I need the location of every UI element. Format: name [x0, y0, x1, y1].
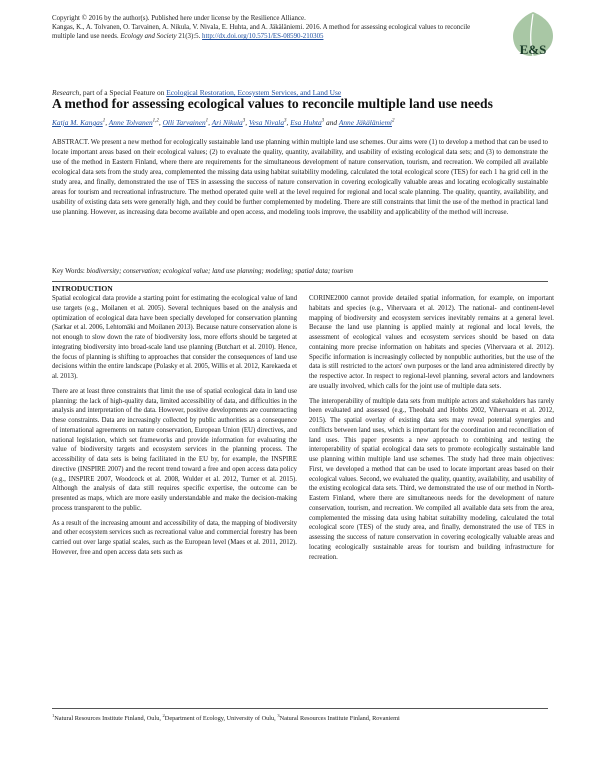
author-link[interactable]: Anne Jäkäläniemi [338, 118, 392, 127]
paragraph: CORINE2000 cannot provide detailed spatial information, for example, on important habitats and species (e.g., Vihervaara et al. 2012). The national- and continent-level mapping of biodiversity and ecosystem services inevitably remains at a general level. Because the land use planning is applied mainly at regional and local levels, the assessment of ecological values and ecosystem services should be based on data containing more precise information on habitats and species (Vihervaara et al. 2012). Specific information is increasingly collected by nonpublic authorities, but the use of the data is still restricted to the actors' own purposes or the land area administered directly by the respective actor. In respect to regional-level planning, several actors and landowners are usually involved, which calls for the joint use of multiple data sets. [309, 295, 554, 390]
citation-line [52, 23, 492, 41]
author-link[interactable]: Ari Nikula [211, 118, 243, 127]
paragraph: The interoperability of multiple data sets from multiple actors and stakeholders has rarely been evaluated and assessed (e.g., Theobald and Hobbs 2002, Vihervaara et al. 2012, 2015). The spatial overlay of existing data sets may reveal potential synergies and conflicts between land uses, which is important for the coordination and reconciliation of land uses. This paper presents a new approach to combining and testing the interoperability of spatial ecological data sets to promote ecologically sustainable land use planning within multiple land use schemes. The study had three main objectives: First, we developed a method that can be used to locate important areas based on their ecological values. Second, we evaluated the quality, quantity, availability, and usability of the existing ecological data sets. Third, we demonstrated the use of our method in North-Eastern Finland, where there are simultaneous needs for the development of nature conservation, tourism, and recreation. We compiled all available data sets from the area, complemented the missing data using habitat suitability modeling, calculated the total ecological score (TES) of the study area, and finally, demonstrated the use of TES in assessing the success of nature conservation in covering ecologically valuable areas and locating ecologically sustainable areas for tourism and building infrastructure for recreation. [309, 397, 554, 561]
author-separator: , [158, 118, 163, 127]
keywords-label: Key Words: [52, 268, 87, 275]
author-affiliation-mark: 3 [284, 118, 287, 124]
author-affiliation-mark: 1 [102, 118, 106, 124]
affiliation-number: 3 [277, 713, 280, 718]
journal-name: Ecology and Society [120, 33, 177, 40]
paragraph: There are at least three constraints that limit the use of spatial ecological data in land use planning: the lack of high-quality data, limited accessibility of data, and difficulties in the analysis and interpretation of the data. However, positive developments are counteracting these constraints. Data are increasingly collected by public authorities as a consequence of international agreements on nature conservation, European Union (EU) directives, and national legislation, which set frameworks and provide information for evaluating the value of biodiversity targets and ecosystem services in the planning process. The accessibility of data sets is being facilitated in the EU by, for example, the INSPIRE directive (INSPIRE 2007) and the recent trend toward a free and open access data policy (e.g., INSPIRE 2007, Woodcock et al. 2008, Wulder et al. 2012, Turner et al. 2015). Although the analysis of data still requires specific expertise, the outcome can be presented as maps, which are more easily understandable and make the decision-making process transparent to the public. [52, 387, 297, 512]
author-affiliation-mark: 2 [391, 118, 395, 124]
affiliation-text: Department of Ecology, University of Oulu, [164, 715, 278, 723]
author-separator: , [286, 118, 291, 127]
author-affiliation-mark: 1 [205, 118, 209, 124]
author-separator: , [105, 118, 109, 127]
journal-logo [509, 10, 557, 58]
author-separator: , [208, 118, 212, 127]
author-link[interactable]: Anne Tolvanen [108, 118, 153, 127]
affiliations-footnote [52, 713, 548, 722]
article-type: Research [52, 88, 80, 97]
affiliation-number: 1 [52, 713, 55, 718]
author-link[interactable]: Katja M. Kangas [52, 118, 103, 127]
paragraph: Spatial ecological data provide a starting point for estimating the ecological value of land use targets (e.g., Moilanen et al. 2005). Several techniques based on the analysis and optimization of ecological data have been specially developed for conservation planning (Sarkar et al. 2006, Lehtomäki and Moilanen 2013). Because nature conservation alone is not enough to slow down the rate of biodiversity loss, more efforts should be targeted at integrating biodiversity into broad-scale land use planning (Butchart et al. 2010). Hence, the focus of planning is shifting to approaches that consider the consequences of land use decisions within the entire landscape (Polasky et al. 2005, Willis et al. 2012, Karekaeda et al. 2013). [52, 295, 297, 380]
citation-header [52, 14, 492, 41]
paragraph: As a result of the increasing amount and accessibility of data, the mapping of biodiversity and other ecosystem services such as recreational value and commercial forestry has been carried out over large spatial scales, such as the European level (Maes et al. 2011, 2012). However, free and open access data sets such as [52, 519, 297, 556]
abstract: ABSTRACT. We present a new method for ecologically sustainable land use planning within multiple land use schemes. Our aims were (1) to develop a method that can be used to locate important areas based on their ecological values; (2) to evaluate the quality, quantity, availability, and usability of existing ecological data sets; and (3) to demonstrate the use of the method in Eastern Finland, where there are requirements for the simultaneous development of nature conservation, tourism, and recreation. We compiled all available ecological data sets from the study area, complemented the missing data using habitat suitability modeling, calculated the total ecological score (TES) for each 1 ha grid cell in the study area, and finally, demonstrated the use of TES in assessing the success of nature conservation in covering ecologically valuable areas and locating ecologically sustainable areas for tourism and recreational infrastructure. The method operated quite well at the level required for regional and local scale planning. The quality, quantity, availability, and usability of existing data sets were generally high, and they could be further complemented by modeling. There are still constraints that limit the use of the method in practical land use planning. However, as increasing data become available and open access, and modeling tools improve, the usability and applicability of the method will increase. [52, 139, 548, 216]
doi-link[interactable]: http://dx.doi.org/10.5751/ES-08590-210305 [202, 33, 324, 40]
affiliation-number: 2 [162, 713, 165, 718]
affiliation-text: Natural Resources Institute Finland, Oulu, [54, 715, 163, 723]
affiliation-text: Natural Resources Institute Finland, Rovaniemi [279, 715, 400, 723]
journal-volume: 21(3):5. [176, 33, 203, 40]
special-feature-text: , part of a Special Feature on [79, 88, 167, 97]
author-affiliation-mark: 3 [242, 118, 246, 124]
author-and: and [324, 118, 339, 127]
left-column [52, 270, 297, 563]
article-title: A method for assessing ecological values to reconcile multiple land use needs [52, 96, 493, 111]
citation-text: Kangas, K., A. Tolvanen, O. Tarvainen, A. Nikula, V. Nivala, E. Huhta, and A. Jäkäläniemi. 2016. A method for assessing ecological values to reconcile multiple land use needs. [52, 24, 471, 40]
logo-text: E&S [519, 42, 547, 57]
footnote-divider [52, 708, 548, 709]
author-affiliation-mark: 3 [321, 118, 325, 124]
author-affiliation-mark: 1,2 [152, 118, 159, 124]
copyright-line: Copyright © 2016 by the author(s). Published here under license by the Resilience Alliance. [52, 15, 306, 22]
section-heading-introduction: INTRODUCTION [52, 284, 113, 293]
author-separator: , [245, 118, 249, 127]
special-feature-link[interactable]: Ecological Restoration, Ecosystem Services, and Land Use [166, 88, 342, 97]
author-list [52, 118, 552, 127]
author-link[interactable]: Vesa Nivala [248, 118, 285, 127]
keywords-values: biodiversity; conservation; ecological value; land use planning; modeling; spatial data; tourism [86, 268, 353, 275]
right-column [309, 270, 554, 567]
author-link[interactable]: Esa Huhta [290, 118, 322, 127]
author-link[interactable]: Olli Tarvainen [162, 118, 206, 127]
